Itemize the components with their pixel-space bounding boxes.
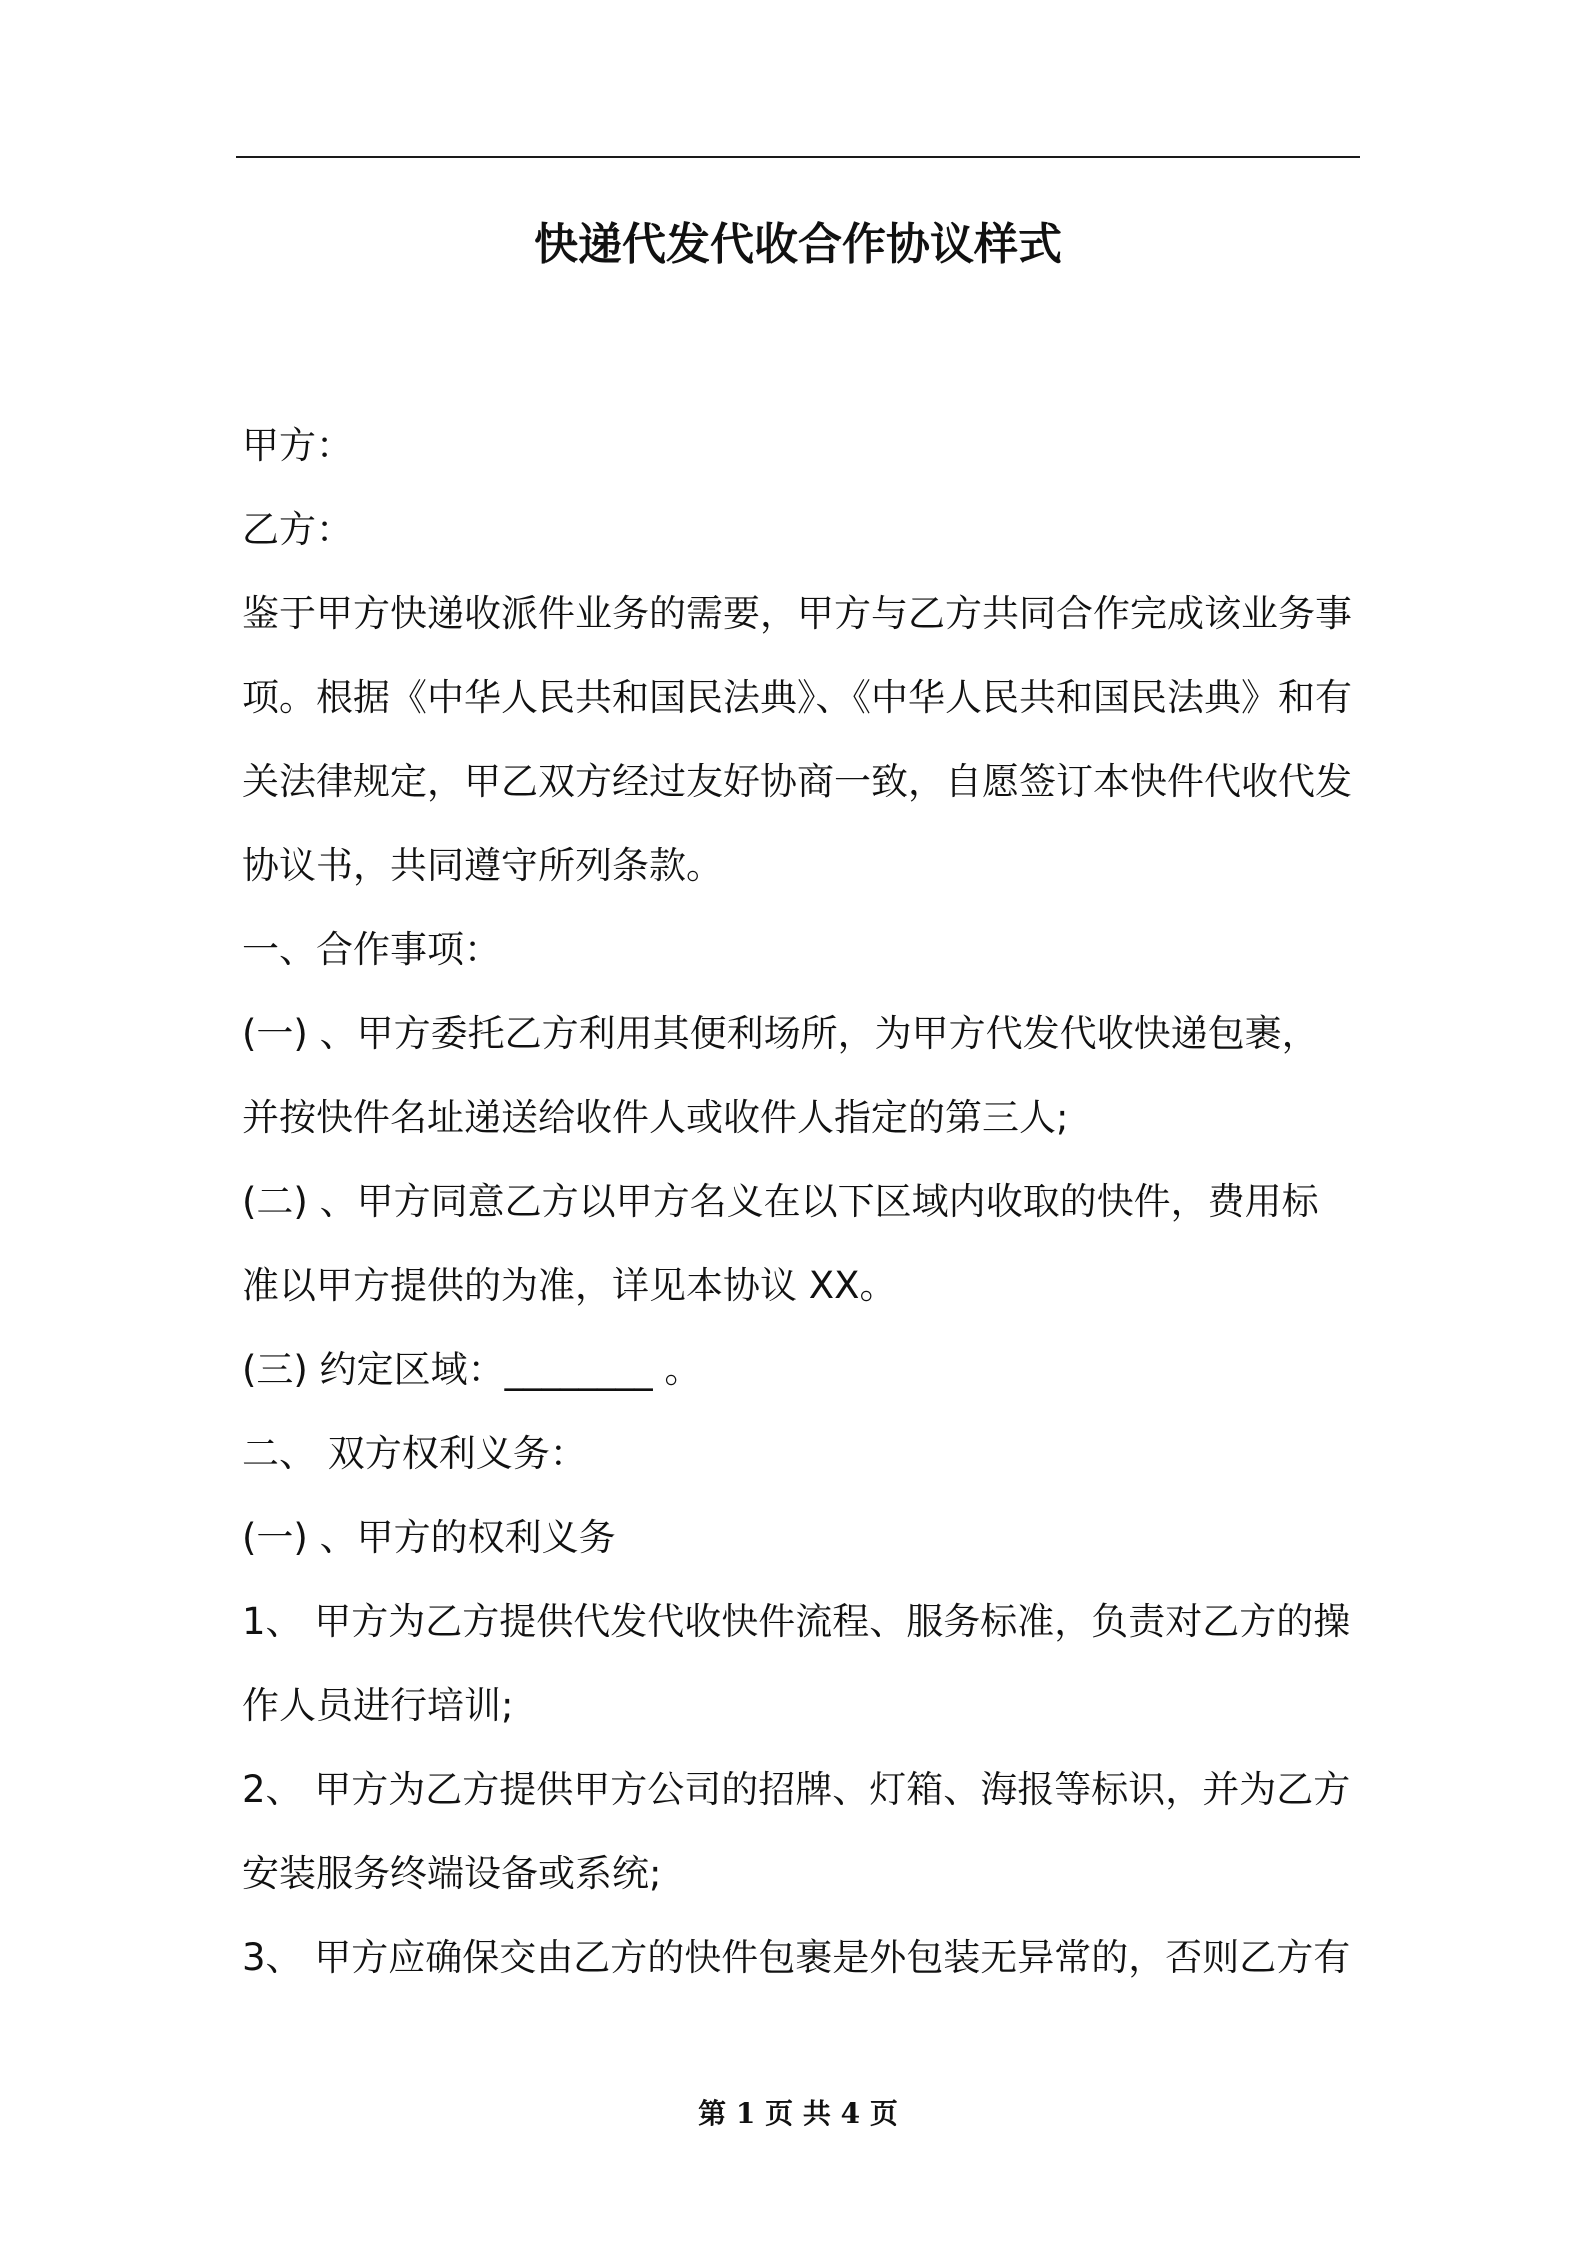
body-line: 3、 甲方应确保交由乙方的快件包裹是外包装无异常的，否则乙方有: [242, 1936, 1351, 1979]
body-line: 作人员进行培训;: [242, 1684, 514, 1727]
body-line: 2、 甲方为乙方提供甲方公司的招牌、灯箱、海报等标识，并为乙方: [242, 1768, 1351, 1811]
body-line: (三) 约定区域：________ 。: [242, 1348, 702, 1391]
body-line: 1、 甲方为乙方提供代发代收快件流程、服务标准，负责对乙方的操: [242, 1600, 1351, 1643]
body-line: 关法律规定，甲乙双方经过友好协商一致，自愿签订本快件代收代发: [242, 760, 1352, 803]
body-line: 并按快件名址递送给收件人或收件人指定的第三人;: [242, 1096, 1069, 1139]
document-title: 快递代发代收合作协议样式: [534, 219, 1062, 270]
body-line: 甲方：: [242, 424, 353, 467]
body-line: 安装服务终端设备或系统;: [242, 1852, 662, 1895]
body-line: (一) 、甲方委托乙方利用其便利场所，为甲方代发代收快递包裹，: [242, 1012, 1319, 1055]
body-line: 协议书，共同遵守所列条款。: [242, 844, 723, 887]
body-line: 二、 双方权利义务：: [242, 1432, 587, 1475]
body-line: 准以甲方提供的为准，详见本协议 XX。: [242, 1264, 897, 1307]
page-number-footer: 第 1 页 共 4 页: [698, 2097, 898, 2130]
body-line: (二) 、甲方同意乙方以甲方名义在以下区域内收取的快件，费用标: [242, 1180, 1319, 1223]
body-line: (一) 、甲方的权利义务: [242, 1516, 616, 1559]
body-line: 一、合作事项：: [242, 928, 501, 971]
body-line: 鉴于甲方快递收派件业务的需要，甲方与乙方共同合作完成该业务事: [242, 592, 1352, 635]
document-body: [242, 404, 1360, 2000]
body-line: 乙方：: [242, 508, 353, 551]
header-rule: [236, 156, 1360, 158]
body-line: 项。根据《中华人民共和国民法典》、《中华人民共和国民法典》和有: [242, 676, 1352, 719]
